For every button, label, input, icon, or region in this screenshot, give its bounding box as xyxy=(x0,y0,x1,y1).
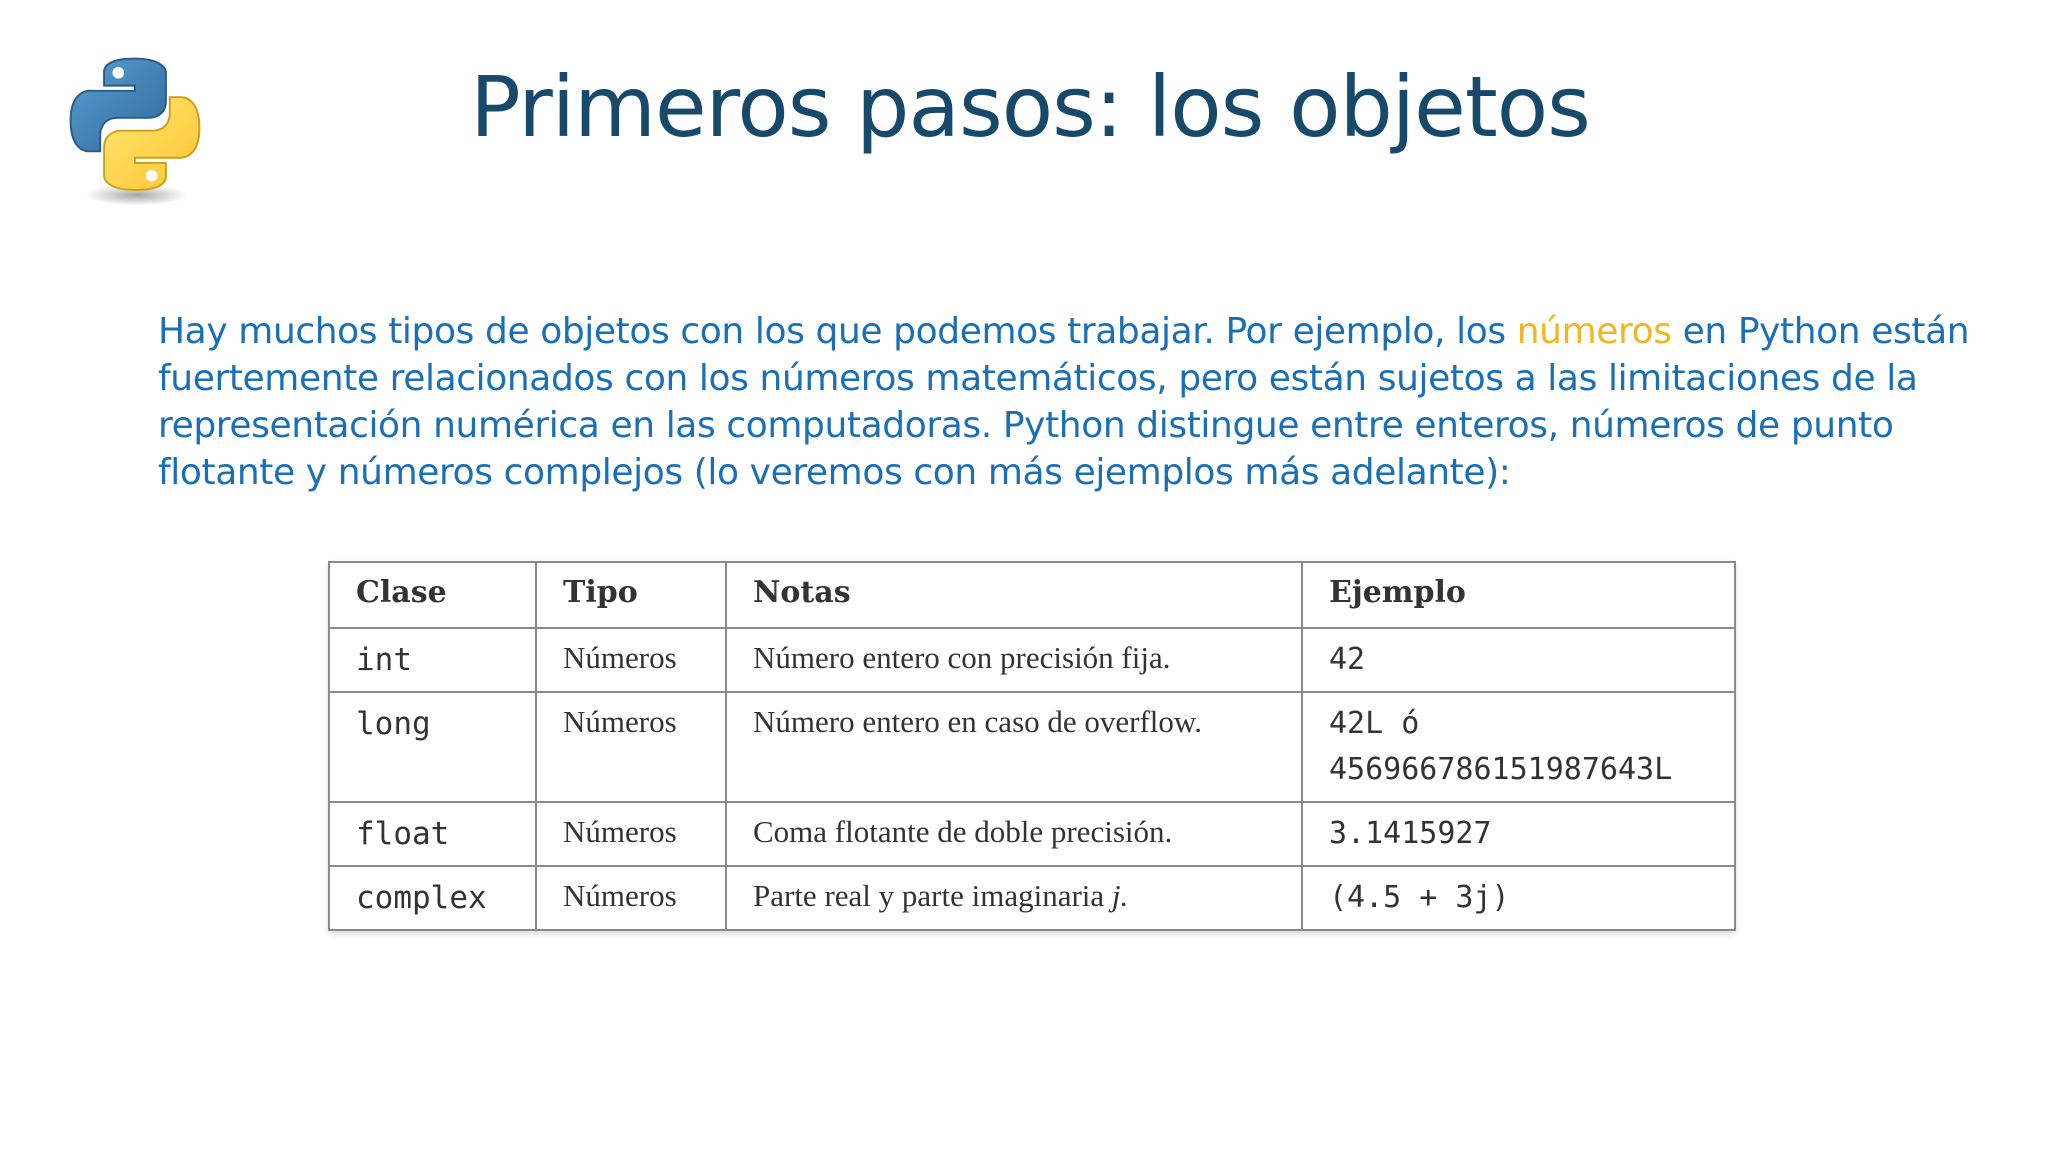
cell-notas xyxy=(726,866,1302,930)
cell-ejemplo xyxy=(1302,802,1735,866)
number-types-table xyxy=(328,561,1736,931)
cell-ejemplo xyxy=(1302,692,1735,802)
intro-paragraph xyxy=(158,308,1998,496)
intro-highlight: números xyxy=(1516,311,1672,352)
cell-notas: Coma flotante de doble precisión. xyxy=(726,802,1302,866)
ejemplo-line-2: 456966786151987643L xyxy=(1329,752,1673,787)
intro-text-after: en Python están fuertemente relacionados con los números matemáticos, pero están sujetos a las limitaciones de la representación numérica en las computadoras. Python distingue entre enteros, números de punto flotante y números complejos (lo veremos con más ejemplos más adelante): xyxy=(158,311,1970,493)
cell-clase: int xyxy=(329,628,536,692)
cell-tipo: Números xyxy=(536,692,726,802)
cell-clase: long xyxy=(329,692,536,802)
notas-text: Parte real y parte imaginaria xyxy=(753,878,1112,913)
header-ejemplo: Ejemplo xyxy=(1302,562,1735,628)
ejemplo-line: 3.1415927 xyxy=(1329,816,1492,851)
table-row xyxy=(329,692,1735,802)
header-tipo: Tipo xyxy=(536,562,726,628)
table-row xyxy=(329,802,1735,866)
table-row xyxy=(329,628,1735,692)
cell-notas: Número entero en caso de overflow. xyxy=(726,692,1302,802)
cell-clase: float xyxy=(329,802,536,866)
cell-tipo: Números xyxy=(536,866,726,930)
cell-tipo: Números xyxy=(536,628,726,692)
ejemplo-line: 42L ó xyxy=(1329,706,1420,741)
notas-italic: j. xyxy=(1111,878,1129,913)
slide-title: Primeros pasos: los objetos xyxy=(470,58,1590,156)
cell-clase: complex xyxy=(329,866,536,930)
python-logo-icon xyxy=(64,56,206,208)
cell-notas: Número entero con precisión fija. xyxy=(726,628,1302,692)
cell-ejemplo xyxy=(1302,628,1735,692)
ejemplo-line: (4.5 + 3j) xyxy=(1329,880,1510,915)
header-notas: Notas xyxy=(726,562,1302,628)
table-row xyxy=(329,866,1735,930)
cell-ejemplo xyxy=(1302,866,1735,930)
ejemplo-line: 42 xyxy=(1329,642,1366,677)
header-clase: Clase xyxy=(329,562,536,628)
cell-tipo: Números xyxy=(536,802,726,866)
intro-text-before: Hay muchos tipos de objetos con los que podemos trabajar. Por ejemplo, los xyxy=(158,311,1517,352)
table-header-row xyxy=(329,562,1735,628)
